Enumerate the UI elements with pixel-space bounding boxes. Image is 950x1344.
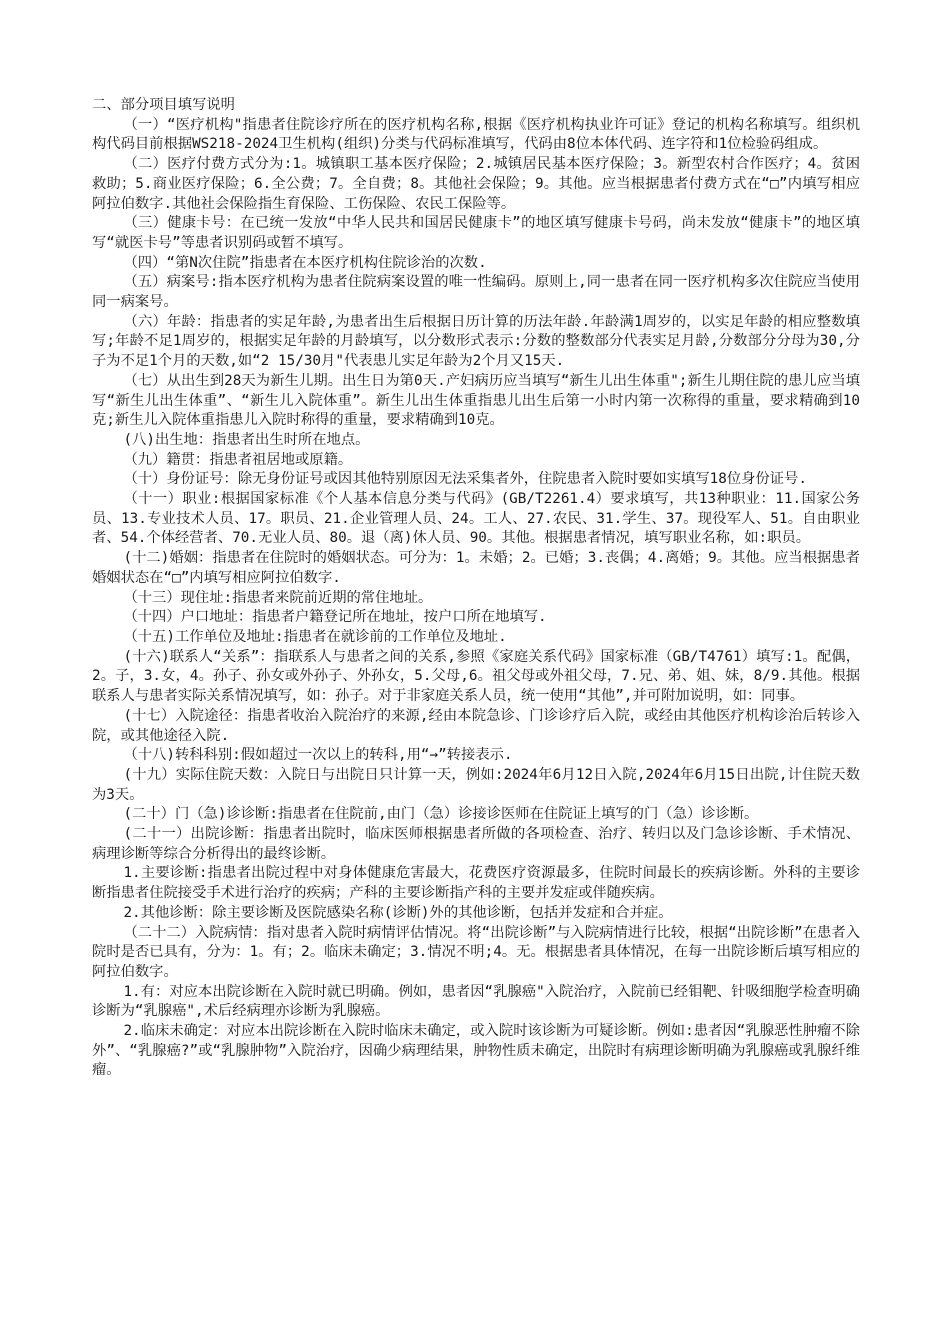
paragraph: （二十二）入院病情：指对患者入院时病情评估情况。将“出院诊断”与入院病情进行比较，根据“出院诊断”在患者入院时是否已具有，分为：1。有；2。临床未确定；3.情况不明;4。无。根据患者具体情况，在每一出院诊断后填写相应的阿拉伯数字。 bbox=[92, 924, 860, 980]
paragraph: (二十一）出院诊断：指患者出院时，临床医师根据患者所做的各项检查、治疗、转归以及门急诊诊断、手术情况、病理诊断等综合分析得出的最终诊断。 bbox=[92, 826, 860, 862]
paragraph: （十八)转科科别:假如超过一次以上的转科,用“→”转接表示. bbox=[123, 747, 513, 764]
paragraph: (十二)婚姻：指患者在住院时的婚姻状态。可分为：1。未婚；2。已婚；3.丧偶；4.离婚；9。其他。应当根据患者婚姻状态在“□”内填写相应阿拉伯数字. bbox=[92, 550, 860, 586]
paragraph: （五）病案号:指本医疗机构为患者住院病案设置的唯一性编码。原则上,同一患者在同一医疗机构多次住院应当使用同一病案号。 bbox=[92, 274, 860, 311]
paragraph: 2.其他诊断：除主要诊断及医院感染名称(诊断)外的其他诊断，包括并发症和合并症。 bbox=[123, 904, 673, 921]
section-heading: 二、部分项目填写说明 bbox=[92, 97, 235, 113]
paragraph: （九）籍贯：指患者祖居地或原籍。 bbox=[123, 451, 353, 468]
paragraph: 1.有：对应本出院诊断在入院时就已明确。例如，患者因“乳腺癌"入院治疗，入院前已经钼靶、针吸细胞学检查明确诊断为“乳腺癌",术后经病理亦诊断为乳腺癌。 bbox=[92, 983, 860, 1020]
paragraph: （四）“第N次住院”指患者在本医疗机构住院诊治的次数. bbox=[123, 254, 487, 271]
paragraph: （六）年龄：指患者的实足年龄,为患者出生后根据日历计算的历法年龄.年龄满1周岁的，以实足年龄的相应整数填写;年龄不足1周岁的，根据实足年龄的月龄填写，以分数形式表示:分数的整数部分代表实足月龄,分数部分分母为30,分子为不足1个月的天数,如“2 15/30月"代表患儿实足年龄为2个月又15天. bbox=[92, 313, 860, 370]
paragraph: 1.主要诊断:指患者出院过程中对身体健康危害最大，花费医疗资源最多，住院时间最长的疾病诊断。外科的主要诊断指患者住院接受手术进行治疗的疾病；产科的主要诊断指产科的主要并发症或伴随疾病。 bbox=[92, 865, 860, 902]
paragraph-list bbox=[92, 116, 860, 1081]
paragraph: （十）身份证号：除无身份证号或因其他特别原因无法采集者外，住院患者入院时要如实填写18位身份证号. bbox=[123, 471, 807, 488]
paragraph: 2.临床未确定：对应本出院诊断在入院时临床未确定，或入院时该诊断为可疑诊断。例如:患者因“乳腺恶性肿瘤不除外”、“乳腺癌?”或“乳腺肿物”入院治疗，因确少病理结果，肿物性质未确定，出院时有病理诊断明确为乳腺癌或乳腺纤维瘤。 bbox=[92, 1023, 860, 1079]
paragraph: （十五)工作单位及地址:指患者在就诊前的工作单位及地址. bbox=[123, 628, 507, 645]
paragraph: （十三）现住址:指患者来院前近期的常住地址。 bbox=[123, 589, 433, 606]
paragraph: （十四）户口地址：指患者户籍登记所在地址，按户口所在地填写. bbox=[123, 609, 547, 626]
paragraph: (十九）实际住院天数：入院日与出院日只计算一天，例如:2024年6月12日入院,2024年6月15日出院,计住院天数为3天。 bbox=[92, 766, 860, 803]
paragraph: (十七）入院途径：指患者收治入院治疗的来源,经由本院急诊、门诊诊疗后入院，或经由其他医疗机构诊治后转诊入院，或其他途径入院. bbox=[92, 707, 860, 744]
paragraph: （二）医疗付费方式分为:1。城镇职工基本医疗保险；2.城镇居民基本医疗保险；3。新型农村合作医疗；4。贫困救助；5.商业医疗保险；6.全公费；7。全自费；8。其他社会保险；9。其他。应当根据患者付费方式在“□”内填写相应阿拉伯数字.其他社会保险指生育保险、工伤保险、农民工保险等。 bbox=[92, 156, 860, 212]
paragraph: （十一）职业:根据国家标准《个人基本信息分类与代码》(GB/T2261.4）要求填写，共13种职业：11.国家公务员、13.专业技术人员、17。职员、21.企业管理人员、24。工人、27.农民、31.学生、37。现役军人、51。自由职业者、54.个体经营者、70.无业人员、80。退（离)休人员、90。其他。根据患者情况，填写职业名称，如:职员。 bbox=[92, 491, 860, 547]
paragraph: （一）“医疗机构"指患者住院诊疗所在的医疗机构名称,根据《医疗机构执业许可证》登记的机构名称填写。组织机构代码目前根据WS218-2024卫生机构(组织)分类与代码标准填写，代码由8位本体代码、连字符和1位检验码组成。 bbox=[92, 116, 860, 153]
paragraph: (十六)联系人“关系”：指联系人与患者之间的关系,参照《家庭关系代码》国家标准（GB/T4761）填写:1。配偶，2。子，3.女，4。孙子、孙女或外孙子、外孙女，5.父母,6。祖父母或外祖父母，7.兄、弟、姐、妹，8/9.其他。根据联系人与患者实际关系情况填写，如：孙子。对于非家庭关系人员，统一使用“其他”,并可附加说明，如：同事。 bbox=[92, 648, 860, 705]
paragraph: （三）健康卡号：在已统一发放“中华人民共和国居民健康卡”的地区填写健康卡号码，尚未发放“健康卡”的地区填写“就医卡号”等患者识别码或暂不填写。 bbox=[92, 215, 860, 251]
paragraph: (八)出生地：指患者出生时所在地点。 bbox=[123, 431, 370, 448]
document-body bbox=[92, 96, 860, 1081]
paragraph: (二十）门（急)诊诊断:指患者在住院前,由门（急）诊接诊医师在住院证上填写的门（急）诊诊断。 bbox=[123, 806, 759, 823]
paragraph: （七）从出生到28天为新生儿期。出生日为第0天.产妇病历应当填写“新生儿出生体重";新生儿期住院的患儿应当填写“新生儿出生体重”、“新生儿入院体重”。新生儿出生体重指患儿出生后第一小时内第一次称得的重量，要求精确到10克;新生儿入院体重指患儿入院时称得的重量，要求精确到10克。 bbox=[92, 372, 860, 429]
